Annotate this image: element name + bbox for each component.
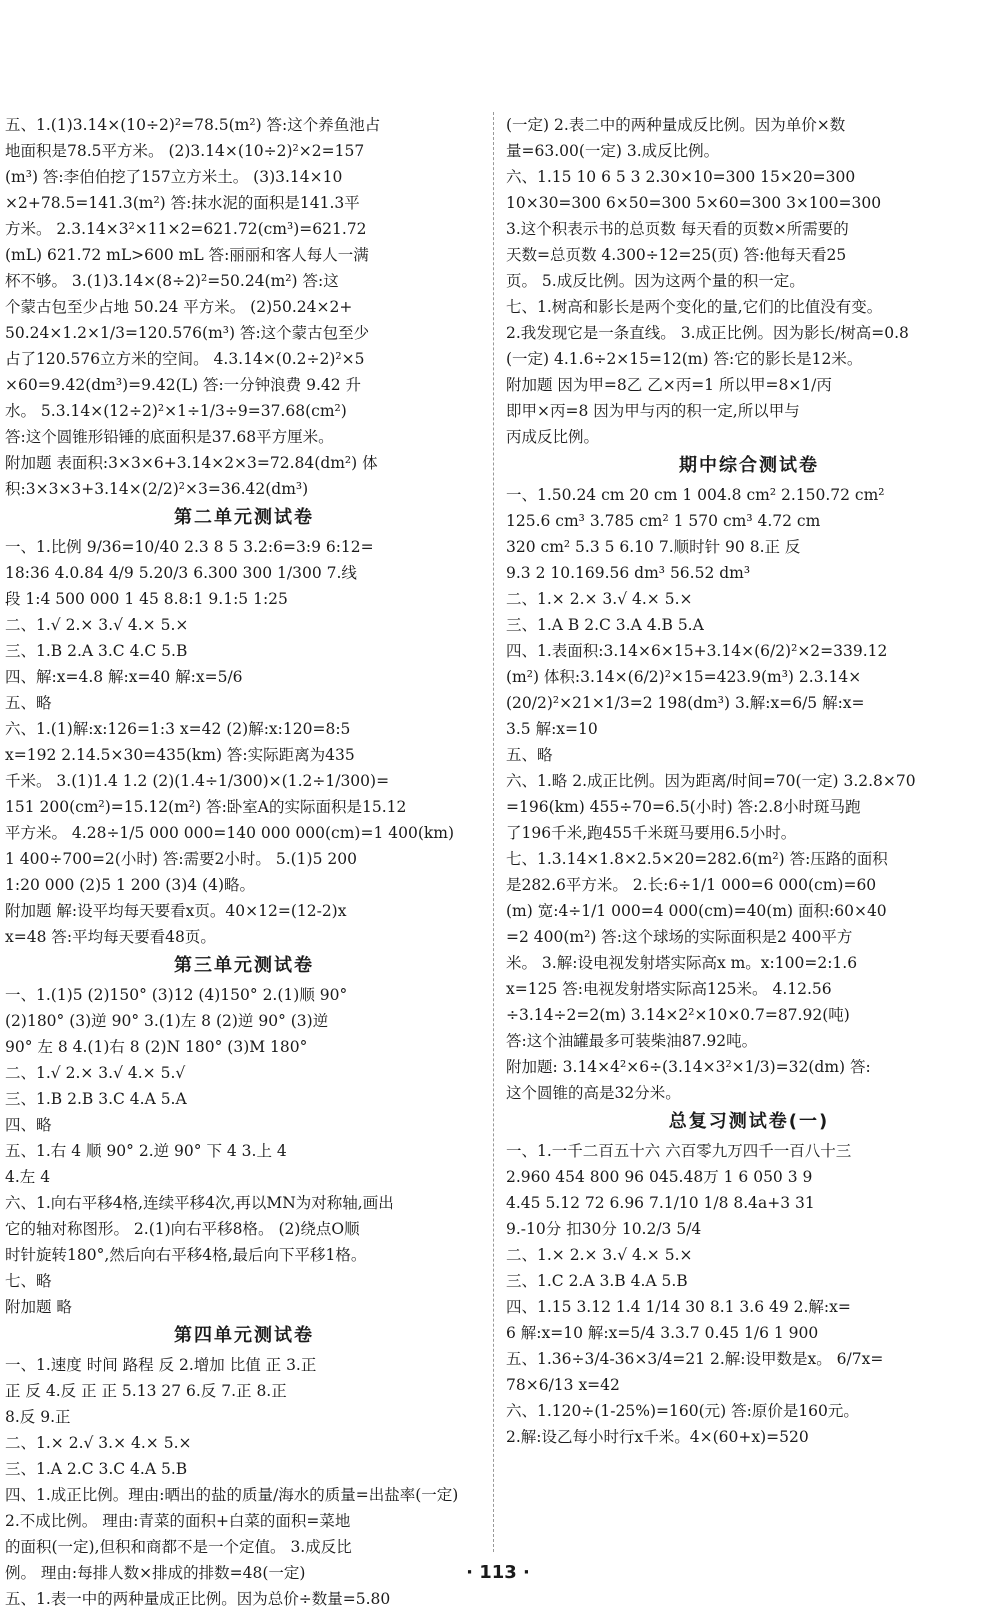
text-line: 五、1.(1)3.14×(10÷2)²=78.5(m²) 答:这个养鱼池占 bbox=[5, 116, 381, 134]
text-line: 五、略 bbox=[5, 694, 52, 712]
text-line: 页。 5.成反比例。因为这两个量的积一定。 bbox=[506, 272, 805, 290]
text-line: 一、1.速度 时间 路程 反 2.增加 比值 正 3.正 bbox=[5, 1356, 317, 1374]
text-line: 10×30=300 6×50=300 5×60=300 3×100=300 bbox=[506, 194, 882, 212]
text-line: 平方米。 4.28÷1/5 000 000=140 000 000(cm)=1 400(km) bbox=[5, 824, 455, 842]
text-line: 积:3×3×3+3.14×(2/2)²×3=36.42(dm³) bbox=[5, 480, 309, 498]
text-line: (一定) 2.表二中的两种量成反比例。因为单价×数 bbox=[506, 116, 846, 134]
page-number: · 113 · bbox=[466, 1562, 530, 1583]
text-line: 6 解:x=10 解:x=5/4 3.3.7 0.45 1/6 1 900 bbox=[506, 1324, 819, 1342]
section-title-unit2: 第二单元测试卷 bbox=[174, 507, 314, 528]
text-line: 五、1.36÷3/4-36×3/4=21 2.解:设甲数是x。 6/7x= bbox=[506, 1350, 884, 1368]
text-line: (20/2)²×21×1/3=2 198(dm³) 3.解:x=6/5 解:x= bbox=[506, 694, 865, 712]
text-line: (m³) 答:李伯伯挖了157立方米土。 (3)3.14×10 bbox=[5, 168, 343, 186]
text-line: 天数=总页数 4.300÷12=25(页) 答:他每天看25 bbox=[506, 246, 847, 264]
text-line: 三、1.B 2.A 3.C 4.C 5.B bbox=[5, 642, 188, 660]
text-line: 1 400÷700=2(小时) 答:需要2小时。 5.(1)5 200 bbox=[5, 850, 357, 868]
left-column bbox=[5, 112, 483, 1612]
text-line: 六、1.略 2.成正比例。因为距离/时间=70(一定) 3.2.8×70 bbox=[506, 772, 916, 790]
text-line: x=48 答:平均每天要看48页。 bbox=[5, 928, 216, 946]
text-line: 的面积(一定),但积和商都不是一个定值。 3.成反比 bbox=[5, 1538, 352, 1556]
text-line: 附加题: 3.14×4²×6÷(3.14×3²×1/3)=32(dm) 答: bbox=[506, 1058, 871, 1076]
section-title-review1: 总复习测试卷(一) bbox=[668, 1111, 830, 1132]
text-line: 四、1.表面积:3.14×6×15+3.14×(6/2)²×2=339.12 bbox=[506, 642, 888, 660]
text-line: 四、1.15 3.12 1.4 1/14 30 8.1 3.6 49 2.解:x= bbox=[506, 1298, 851, 1316]
text-line: 时针旋转180°,然后向右平移4格,最后向下平移1格。 bbox=[5, 1246, 367, 1264]
text-line: 一、1.(1)5 (2)150° (3)12 (4)150° 2.(1)顺 90° bbox=[5, 986, 348, 1004]
text-line: 附加题 略 bbox=[5, 1298, 72, 1316]
text-line: 方米。 2.3.14×3²×11×2=621.72(cm³)=621.72 bbox=[5, 220, 367, 238]
text-line: 4.左 4 bbox=[5, 1168, 51, 1186]
text-line: 三、1.B 2.B 3.C 4.A 5.A bbox=[5, 1090, 187, 1108]
text-line: 个蒙古包至少占地 50.24 平方米。 (2)50.24×2+ bbox=[5, 298, 353, 316]
text-line: 三、1.C 2.A 3.B 4.A 5.B bbox=[506, 1272, 688, 1290]
text-line: (2)180° (3)逆 90° 3.(1)左 8 (2)逆 90° (3)逆 bbox=[5, 1012, 329, 1030]
text-line: 七、略 bbox=[5, 1272, 52, 1290]
text-line: 这个圆锥的高是32分米。 bbox=[506, 1084, 681, 1102]
text-line: 答:这个圆锥形铅锤的底面积是37.68平方厘米。 bbox=[5, 428, 334, 446]
text-line: =2 400(m²) 答:这个球场的实际面积是2 400平方 bbox=[506, 928, 853, 946]
text-line: 答:这个油罐最多可装柴油87.92吨。 bbox=[506, 1032, 758, 1050]
text-line: 占了120.576立方米的空间。 4.3.14×(0.2÷2)²×5 bbox=[5, 350, 365, 368]
text-line: 例。 理由:每排人数×排成的排数=48(一定) bbox=[5, 1564, 306, 1582]
text-line: 量=63.00(一定) 3.成反比例。 bbox=[506, 142, 720, 160]
text-line: 78×6/13 x=42 bbox=[506, 1376, 620, 1394]
text-line: 四、解:x=4.8 解:x=40 解:x=5/6 bbox=[5, 668, 243, 686]
text-line: 米。 3.解:设电视发射塔实际高x m。x:100=2:1.6 bbox=[506, 954, 858, 972]
text-line: x=125 答:电视发射塔实际高125米。 4.12.56 bbox=[506, 980, 832, 998]
section-title-midterm: 期中综合测试卷 bbox=[679, 455, 819, 476]
text-line: 1:20 000 (2)5 1 200 (3)4 (4)略。 bbox=[5, 876, 255, 894]
text-line: 是282.6平方米。 2.长:6÷1/1 000=6 000(cm)=60 bbox=[506, 876, 877, 894]
text-line: 五、略 bbox=[506, 746, 553, 764]
text-line: 五、1.右 4 顺 90° 2.逆 90° 下 4 3.上 4 bbox=[5, 1142, 287, 1160]
text-line: 18:36 4.0.84 4/9 5.20/3 6.300 300 1/300 7.线 bbox=[5, 564, 357, 582]
text-line: 3.这个积表示书的总页数 每天看的页数×所需要的 bbox=[506, 220, 849, 238]
text-line: 水。 5.3.14×(12÷2)²×1÷1/3÷9=37.68(cm²) bbox=[5, 402, 347, 420]
text-line: 4.45 5.12 72 6.96 7.1/10 1/8 8.4a+3 31 bbox=[506, 1194, 815, 1212]
text-line: 六、1.15 10 6 5 3 2.30×10=300 15×20=300 bbox=[506, 168, 856, 186]
text-line: (一定) 4.1.6÷2×15=12(m) 答:它的影长是12米。 bbox=[506, 350, 863, 368]
text-line: 3.5 解:x=10 bbox=[506, 720, 598, 738]
text-line: 附加题 解:设平均每天要看x页。40×12=(12-2)x bbox=[5, 902, 347, 920]
text-line: 一、1.50.24 cm 20 cm 1 004.8 cm² 2.150.72 cm² bbox=[506, 486, 885, 504]
text-line: 七、1.树高和影长是两个变化的量,它们的比值没有变。 bbox=[506, 298, 883, 316]
text-line: 50.24×1.2×1/3=120.576(m³) 答:这个蒙古包至少 bbox=[5, 324, 370, 342]
text-line: 它的轴对称图形。 2.(1)向右平移8格。 (2)绕点O顺 bbox=[5, 1220, 360, 1238]
text-line: 附加题 因为甲=8乙 乙×丙=1 所以甲=8×1/丙 bbox=[506, 376, 832, 394]
text-line: =196(km) 455÷70=6.5(小时) 答:2.8小时斑马跑 bbox=[506, 798, 861, 816]
text-line: 二、1.√ 2.× 3.√ 4.× 5.× bbox=[5, 616, 189, 634]
text-line: 正 反 4.反 正 正 5.13 27 6.反 7.正 8.正 bbox=[5, 1382, 287, 1400]
text-line: 六、1.向右平移4格,连续平移4次,再以MN为对称轴,画出 bbox=[5, 1194, 394, 1212]
text-line: x=192 2.14.5×30=435(km) 答:实际距离为435 bbox=[5, 746, 355, 764]
text-line: 四、略 bbox=[5, 1116, 52, 1134]
text-line: 段 1:4 500 000 1 45 8.8:1 9.1:5 1:25 bbox=[5, 590, 288, 608]
section-title-unit3: 第三单元测试卷 bbox=[174, 955, 314, 976]
text-line: 2.我发现它是一条直线。 3.成正比例。因为影长/树高=0.8 bbox=[506, 324, 909, 342]
text-line: 8.反 9.正 bbox=[5, 1408, 71, 1426]
text-line: 了196千米,跑455千米斑马要用6.5小时。 bbox=[506, 824, 797, 842]
text-line: 2.不成比例。 理由:青菜的面积+白菜的面积=菜地 bbox=[5, 1512, 351, 1530]
right-column bbox=[506, 112, 992, 1450]
text-line: (mL) 621.72 mL>600 mL 答:丽丽和客人每人一满 bbox=[5, 246, 369, 264]
text-line: ×2+78.5=141.3(m²) 答:抹水泥的面积是141.3平 bbox=[5, 194, 360, 212]
text-line: 2.960 454 800 96 045.48万 1 6 050 3 9 bbox=[506, 1168, 813, 1186]
section-title-unit4: 第四单元测试卷 bbox=[174, 1325, 314, 1346]
text-line: 七、1.3.14×1.8×2.5×20=282.6(m²) 答:压路的面积 bbox=[506, 850, 888, 868]
text-line: 三、1.A B 2.C 3.A 4.B 5.A bbox=[506, 616, 704, 634]
text-line: 三、1.A 2.C 3.C 4.A 5.B bbox=[5, 1460, 188, 1478]
text-line: 杯不够。 3.(1)3.14×(8÷2)²=50.24(m²) 答:这 bbox=[5, 272, 339, 290]
text-line: 9.3 2 10.169.56 dm³ 56.52 dm³ bbox=[506, 564, 751, 582]
column-divider bbox=[493, 112, 495, 1552]
text-line: 一、1.比例 9/36=10/40 2.3 8 5 3.2:6=3:9 6:12= bbox=[5, 538, 374, 556]
text-line: 90° 左 8 4.(1)右 8 (2)N 180° (3)M 180° bbox=[5, 1038, 308, 1056]
text-line: ×60=9.42(dm³)=9.42(L) 答:一分钟浪费 9.42 升 bbox=[5, 376, 362, 394]
text-line: 二、1.√ 2.× 3.√ 4.× 5.√ bbox=[5, 1064, 186, 1082]
text-line: 一、1.一千二百五十六 六百零九万四千一百八十三 bbox=[506, 1142, 852, 1160]
text-line: 地面积是78.5平方米。 (2)3.14×(10÷2)²×2=157 bbox=[5, 142, 365, 160]
text-line: 2.解:设乙每小时行x千米。4×(60+x)=520 bbox=[506, 1428, 809, 1446]
text-line: 即甲×丙=8 因为甲与丙的积一定,所以甲与 bbox=[506, 402, 800, 420]
text-line: 9.-10分 扣30分 10.2/3 5/4 bbox=[506, 1220, 702, 1238]
text-line: (m) 宽:4÷1/1 000=4 000(cm)=40(m) 面积:60×40 bbox=[506, 902, 887, 920]
text-line: 320 cm² 5.3 5 6.10 7.顺时针 90 8.正 反 bbox=[506, 538, 801, 556]
text-line: 六、1.120÷(1-25%)=160(元) 答:原价是160元。 bbox=[506, 1402, 859, 1420]
text-line: 附加题 表面积:3×3×6+3.14×2×3=72.84(dm²) 体 bbox=[5, 454, 378, 472]
text-line: 四、1.成正比例。理由:晒出的盐的质量/海水的质量=出盐率(一定) bbox=[5, 1486, 459, 1504]
text-line: 二、1.× 2.× 3.√ 4.× 5.× bbox=[506, 590, 693, 608]
text-line: 六、1.(1)解:x:126=1:3 x=42 (2)解:x:120=8:5 bbox=[5, 720, 351, 738]
text-line: 二、1.× 2.√ 3.× 4.× 5.× bbox=[5, 1434, 192, 1452]
text-line: 五、1.表一中的两种量成正比例。因为总价÷数量=5.80 bbox=[5, 1590, 391, 1608]
text-line: 千米。 3.(1)1.4 1.2 (2)(1.4÷1/300)×(1.2÷1/300)= bbox=[5, 772, 390, 790]
text-line: 丙成反比例。 bbox=[506, 428, 600, 446]
text-line: ÷3.14÷2=2(m) 3.14×2²×10×0.7=87.92(吨) bbox=[506, 1006, 850, 1024]
text-line: 二、1.× 2.× 3.√ 4.× 5.× bbox=[506, 1246, 693, 1264]
text-line: 125.6 cm³ 3.785 cm² 1 570 cm³ 4.72 cm bbox=[506, 512, 821, 530]
text-line: (m²) 体积:3.14×(6/2)²×15=423.9(m³) 2.3.14× bbox=[506, 668, 862, 686]
text-line: 151 200(cm²)=15.12(m²) 答:卧室A的实际面积是15.12 bbox=[5, 798, 407, 816]
